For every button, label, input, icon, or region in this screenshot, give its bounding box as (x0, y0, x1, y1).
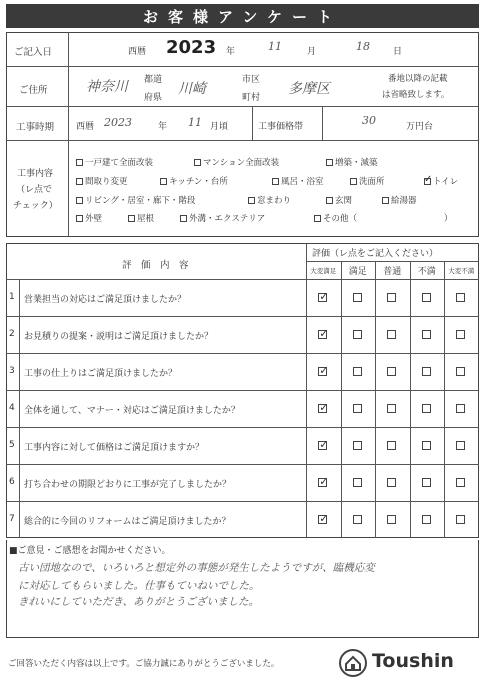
content-label-3: チェック） (13, 201, 58, 211)
grid-line (6, 464, 479, 465)
date-month-unit: 月 (307, 47, 317, 57)
comments-line-3: きれいにしていただき、ありがとうございました。 (18, 596, 260, 608)
work-checkbox[interactable] (76, 178, 83, 185)
rating-checkbox-checked[interactable] (318, 330, 327, 339)
rating-checkbox[interactable] (353, 293, 362, 302)
question-number: 3 (9, 366, 15, 376)
rating-checkbox[interactable] (422, 404, 431, 413)
work-checkbox[interactable] (272, 178, 279, 185)
period-year-unit: 年 (158, 122, 168, 132)
pref-unit-top: 都道 (144, 75, 163, 85)
question-text: 営業担当の対応はご満足頂けましたか？ (24, 295, 187, 305)
date-day-unit: 日 (393, 47, 403, 57)
period-year: 2023 (104, 116, 132, 129)
work-checkbox[interactable] (326, 197, 333, 204)
question-text: 打ち合わせの期限どおりに工事が完了しましたか？ (24, 480, 232, 490)
rating-column-header: 普通 (383, 267, 402, 277)
rating-checkbox-checked[interactable] (318, 441, 327, 450)
rating-column-header: 大変不満 (448, 267, 475, 275)
grid-line (375, 261, 376, 538)
survey-title: お客様アンケート (6, 4, 479, 28)
work-option-15[interactable]: 外溝・エクステリア (180, 212, 265, 224)
address-city: 川崎 (178, 81, 206, 97)
work-option-4[interactable]: 間取り変更 (76, 175, 128, 187)
rating-checkbox[interactable] (387, 515, 396, 524)
work-option-3[interactable]: 増築・減築 (326, 156, 378, 168)
work-option-6[interactable]: 風呂・浴室 (272, 175, 324, 187)
rating-checkbox[interactable] (387, 293, 396, 302)
work-checkbox[interactable] (160, 178, 167, 185)
work-checkbox[interactable] (180, 215, 187, 222)
period-month: 11 (188, 116, 202, 129)
work-checkbox[interactable] (76, 159, 83, 166)
city-unit: 市区 (242, 75, 261, 85)
grid-line (444, 261, 445, 538)
date-month: 11 (268, 40, 282, 53)
grid-line (6, 353, 479, 354)
rating-checkbox-checked[interactable] (318, 515, 327, 524)
period-month-unit: 月頃 (210, 122, 229, 132)
rating-checkbox[interactable] (387, 478, 396, 487)
grid-line (6, 279, 479, 280)
rating-checkbox[interactable] (456, 293, 465, 302)
grid-line (410, 261, 411, 538)
question-number: 2 (9, 329, 15, 339)
question-number: 4 (9, 403, 15, 413)
date-label: ご記入日 (14, 47, 53, 58)
rating-checkbox[interactable] (353, 367, 362, 376)
date-year-unit: 年 (226, 47, 236, 57)
rating-checkbox[interactable] (387, 404, 396, 413)
work-checkbox[interactable] (350, 178, 357, 185)
rating-checkbox[interactable] (422, 330, 431, 339)
question-text: 工事内容に対して価格はご満足頂けますか？ (24, 443, 205, 453)
rating-checkbox[interactable] (422, 293, 431, 302)
rating-column-header: 大変満足 (310, 267, 337, 275)
rating-checkbox-checked[interactable] (318, 478, 327, 487)
rating-checkbox[interactable] (422, 441, 431, 450)
other-close-paren: ） (444, 214, 453, 224)
rating-column-header: 満足 (348, 267, 367, 277)
address-note-1: 番地以降の記載 (388, 74, 448, 84)
rating-column-header: 不満 (417, 267, 436, 277)
rating-checkbox[interactable] (353, 515, 362, 524)
work-option-2[interactable]: マンション全面改装 (194, 156, 279, 168)
work-option-12[interactable]: 給湯器 (382, 194, 417, 206)
question-text: 総合的に今回のリフォームはご満足頂けましたか？ (24, 517, 231, 527)
price-label: 工事価格帯 (258, 122, 304, 132)
rating-checkbox[interactable] (456, 404, 465, 413)
date-era: 西暦 (128, 47, 147, 57)
rating-checkbox[interactable] (422, 367, 431, 376)
question-number: 1 (9, 292, 15, 302)
work-checkbox[interactable] (326, 159, 333, 166)
grid-line (306, 261, 479, 262)
work-checkbox[interactable] (76, 197, 83, 204)
work-option-16[interactable]: その他（ (314, 212, 357, 224)
rating-checkbox[interactable] (422, 478, 431, 487)
brand-name: Toushin (372, 650, 454, 672)
rating-checkbox[interactable] (456, 441, 465, 450)
rating-checkbox[interactable] (456, 367, 465, 376)
work-option-10[interactable]: 窓まわり (248, 194, 291, 206)
address-note-2: は省略致します。 (382, 90, 450, 100)
work-checkbox[interactable] (314, 215, 321, 222)
comments-line-2: に対応してもらいました。仕事もていねいでした。 (18, 580, 260, 592)
question-text: 工事の仕上りはご満足頂けましたか？ (24, 369, 178, 379)
period-label: 工事時期 (16, 122, 55, 133)
eval-header-rating: 評価（レ点をご記入ください） (312, 249, 439, 259)
rating-checkbox[interactable] (456, 330, 465, 339)
address-ward: 多摩区 (288, 81, 330, 97)
work-option-5[interactable]: キッチン・台所 (160, 175, 228, 187)
pref-unit-bottom: 府県 (144, 93, 163, 103)
content-label-1: 工事内容 (17, 169, 54, 179)
rating-checkbox[interactable] (387, 367, 396, 376)
grid-line (341, 261, 342, 538)
rating-checkbox-checked[interactable] (318, 293, 327, 302)
work-option-11[interactable]: 玄関 (326, 194, 352, 206)
info-table (6, 32, 479, 237)
work-option-14[interactable]: 屋根 (128, 212, 154, 224)
work-option-8[interactable]: ✓ トイレ (424, 175, 458, 187)
address-prefecture: 神奈川 (86, 79, 128, 95)
question-number: 5 (9, 440, 15, 450)
grid-line (19, 279, 20, 538)
grid-line (6, 501, 479, 502)
work-option-7[interactable]: 洗面所 (350, 175, 385, 187)
work-option-1[interactable]: 一戸建て全面改装 (76, 156, 153, 168)
address-label: ご住所 (19, 85, 48, 96)
grid-line (6, 390, 479, 391)
rating-checkbox[interactable] (456, 515, 465, 524)
rating-checkbox[interactable] (456, 478, 465, 487)
rating-checkbox-checked[interactable] (318, 404, 327, 413)
work-checkbox[interactable] (128, 215, 135, 222)
rating-checkbox[interactable] (353, 478, 362, 487)
work-checkbox[interactable] (194, 159, 201, 166)
work-checkbox[interactable] (76, 215, 83, 222)
rating-checkbox[interactable] (422, 515, 431, 524)
grid-line (6, 316, 479, 317)
town-unit: 町村 (242, 93, 261, 103)
grid-line (6, 427, 479, 428)
price-value: 30 (362, 114, 376, 127)
price-unit: 万円台 (406, 122, 434, 132)
rating-checkbox[interactable] (353, 441, 362, 450)
content-label-2: （レ点で (16, 185, 53, 195)
period-era: 西暦 (76, 122, 95, 132)
question-number: 6 (9, 477, 15, 487)
rating-checkbox-checked[interactable] (318, 367, 327, 376)
date-day: 18 (356, 40, 370, 53)
work-checkbox[interactable] (248, 197, 255, 204)
rating-checkbox[interactable] (353, 404, 362, 413)
comments-label: ■ご意見・ご感想をお聞かせください。 (9, 546, 171, 556)
question-number: 7 (9, 514, 15, 524)
work-option-13[interactable]: 外壁 (76, 212, 102, 224)
date-year: 2023 (166, 37, 217, 58)
footer-thanks: ご回答いただく内容は以上です。ご協力誠にありがとうございました。 (8, 659, 280, 669)
rating-checkbox[interactable] (387, 330, 396, 339)
question-text: 全体を通して、マナー・対応はご満足頂けましたか？ (24, 406, 240, 416)
rating-checkbox[interactable] (387, 441, 396, 450)
rating-checkbox[interactable] (353, 330, 362, 339)
comments-line-1: 古い団地なので、いろいろと想定外の事態が発生したようですが、臨機応変 (18, 562, 375, 574)
toushin-logo-icon (338, 648, 368, 678)
question-text: お見積りの提案・説明はご満足頂けましたか？ (24, 332, 214, 342)
work-checkbox[interactable] (382, 197, 389, 204)
work-checkbox-checked[interactable] (424, 178, 431, 185)
work-option-9[interactable]: リビング・居室・廊下・階段 (76, 194, 195, 206)
eval-header-content: 評 価 内 容 (122, 260, 189, 271)
